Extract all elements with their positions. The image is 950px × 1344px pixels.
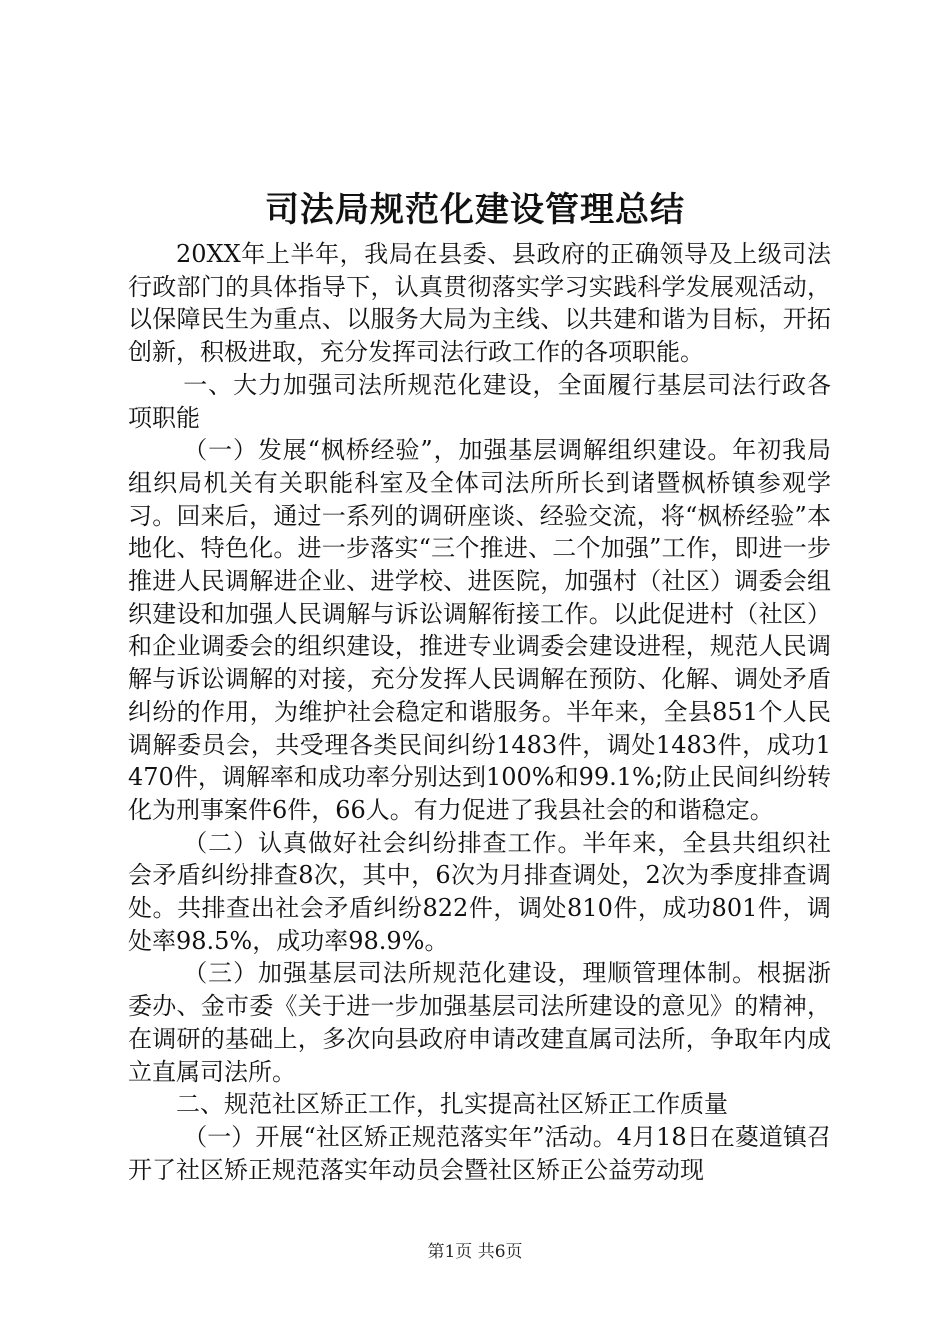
section-heading-1: 一、大力加强司法所规范化建设，全面履行基层司法行政各项职能 bbox=[128, 370, 831, 432]
document-title: 司法局规范化建设管理总结 bbox=[265, 190, 685, 230]
subsection-paragraph-1-1: （一）发展“枫桥经验”，加强基层调解组织建设。年初我局组织局机关有关职能科室及全体司法所所长到诸暨枫桥镇参观学习。回来后，通过一系列的调研座谈、经验交流，将“枫桥经验”本地化、特色化。进一步落实“三个推进、二个加强”工作，即进一步推进人民调解进企业、进学校、进医院，加强村（社区）调委会组织建设和加强人民调解与诉讼调解衔接工作。以此促进村（社区）和企业调委会的组织建设，推进专业调委会建设进程，规范人民调解与诉讼调解的对接，充分发挥人民调解在预防、化解、调处矛盾纠纷的作用，为维护社会稳定和谐服务。半年来，全县851个人民调解委员会，共受理各类民间纠纷1483件，调处1483件，成功1470件，调解率和成功率分别达到100%和99.1%;防止民间纠纷转化为刑事案件6件，66人。有力促进了我县社会的和谐稳定。 bbox=[128, 436, 831, 824]
document-body bbox=[128, 238, 831, 1186]
subsection-paragraph-1-3: （三）加强基层司法所规范化建设，理顺管理体制。根据浙委办、金市委《关于进一步加强基层司法所建设的意见》的精神，在调研的基础上，多次向县政府申请改建直属司法所，争取年内成立直属司法所。 bbox=[128, 959, 831, 1086]
subsection-paragraph-1-2: （二）认真做好社会纠纷排查工作。半年来，全县共组织社会矛盾纠纷排查8次，其中，6次为月排查调处，2次为季度排查调处。共排查出社会矛盾纠纷822件，调处810件，成功801件，调处率98.5%，成功率98.9%。 bbox=[128, 828, 831, 955]
section-heading-2: 二、规范社区矫正工作，扎实提高社区矫正工作质量 bbox=[176, 1090, 728, 1119]
intro-paragraph: 20XX年上半年，我局在县委、县政府的正确领导及上级司法行政部门的具体指导下，认真贯彻落实学习实践科学发展观活动，以保障民生为重点、以服务大局为主线、以共建和谐为目标，开拓创新，积极进取，充分发挥司法行政工作的各项职能。 bbox=[128, 240, 831, 367]
subsection-paragraph-2-1: （一）开展“社区矫正规范落实年”活动。4月18日在葼道镇召开了社区矫正规范落实年动员会暨社区矫正公益劳动现 bbox=[128, 1122, 831, 1184]
page-number-footer: 第1页 共6页 bbox=[427, 1242, 523, 1262]
